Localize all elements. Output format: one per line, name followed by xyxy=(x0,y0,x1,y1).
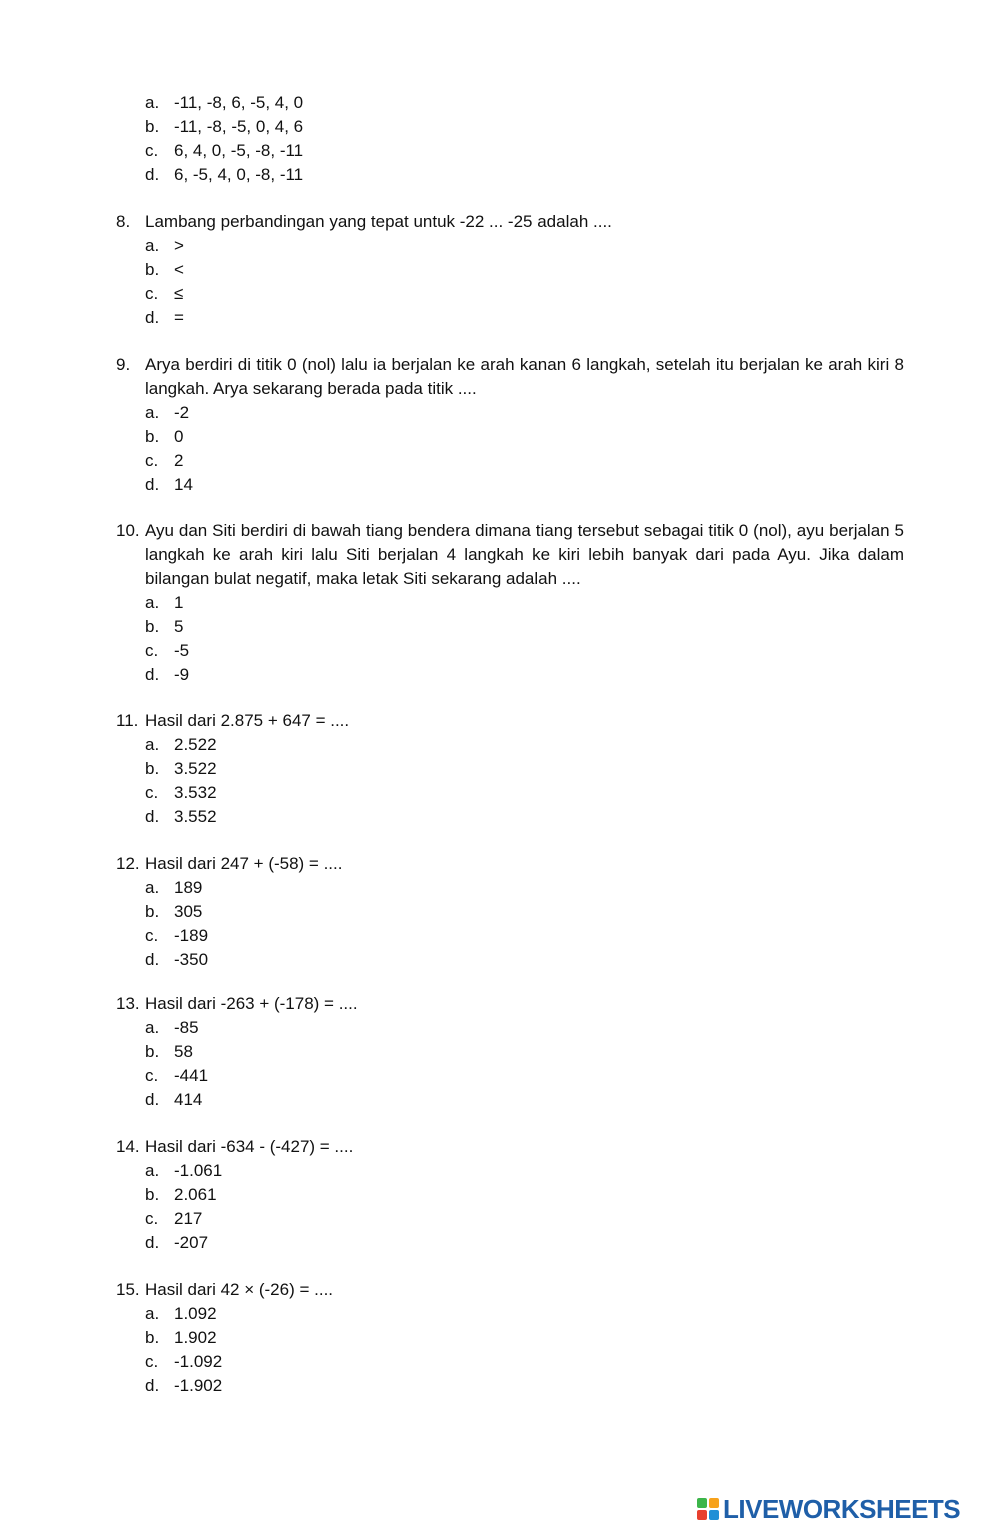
option-7d[interactable] xyxy=(145,163,904,187)
option-letter: c. xyxy=(145,1066,159,1085)
option-text: 217 xyxy=(174,1209,203,1228)
logo-square-blue xyxy=(709,1510,719,1520)
question-12 xyxy=(116,852,904,972)
option-letter: d. xyxy=(145,308,160,327)
option-text: > xyxy=(174,236,184,255)
logo-squares-icon xyxy=(697,1498,719,1520)
option-letter: b. xyxy=(145,1185,160,1204)
option-letter: a. xyxy=(145,735,160,754)
option-text: -441 xyxy=(174,1066,209,1085)
option-letter: b. xyxy=(145,902,160,921)
option-letter: a. xyxy=(145,236,160,255)
option-14c[interactable] xyxy=(145,1207,904,1231)
option-letter: c. xyxy=(145,783,159,802)
option-text: 5 xyxy=(174,617,184,636)
option-text: 6, 4, 0, -5, -8, -11 xyxy=(174,141,304,160)
option-letter: d. xyxy=(145,1376,160,1395)
option-15d[interactable] xyxy=(145,1374,904,1398)
option-text: -1.092 xyxy=(174,1352,223,1371)
question-9 xyxy=(116,353,904,497)
option-14d[interactable] xyxy=(145,1231,904,1255)
option-letter: a. xyxy=(145,1018,160,1037)
logo-square-orange xyxy=(709,1498,719,1508)
option-text: 58 xyxy=(174,1042,193,1061)
question-number: 11. xyxy=(116,711,139,730)
question-text: Hasil dari -263 + (-178) = .... xyxy=(145,994,358,1013)
option-letter: d. xyxy=(145,1090,160,1109)
option-letter: b. xyxy=(145,617,160,636)
question-text: Ayu dan Siti berdiri di bawah tiang bendera dimana tiang tersebut sebagai titik 0 (nol), ayu berjalan 5 langkah ke arah kiri lalu Siti berjalan 4 langkah ke kiri lebih banyak dari pada Ayu. Jika dalam bilangan bulat negatif, maka letak Siti sekarang adalah .... xyxy=(145,521,904,588)
option-text: 2.061 xyxy=(174,1185,217,1204)
question-number: 12. xyxy=(116,854,140,873)
option-14b[interactable] xyxy=(145,1183,904,1207)
option-8c[interactable] xyxy=(145,282,904,306)
question-15 xyxy=(116,1278,904,1398)
option-text: 189 xyxy=(174,878,203,897)
option-12d[interactable] xyxy=(145,948,904,972)
option-13c[interactable] xyxy=(145,1064,904,1088)
option-15b[interactable] xyxy=(145,1326,904,1350)
question-number: 15. xyxy=(116,1280,140,1299)
question-10 xyxy=(116,519,904,687)
question-text: Arya berdiri di titik 0 (nol) lalu ia berjalan ke arah kanan 6 langkah, setelah itu berjalan ke arah kiri 8 langkah. Arya sekarang berada pada titik .... xyxy=(145,355,904,398)
option-8b[interactable] xyxy=(145,258,904,282)
option-letter: a. xyxy=(145,593,160,612)
option-letter: a. xyxy=(145,1304,160,1323)
question-number: 10. xyxy=(116,521,140,540)
option-15a[interactable] xyxy=(145,1302,904,1326)
option-text: 1.092 xyxy=(174,1304,217,1323)
question-text: Hasil dari 2.875 + 647 = .... xyxy=(145,711,350,730)
liveworksheets-logo xyxy=(697,1495,960,1523)
option-letter: d. xyxy=(145,807,160,826)
question-13 xyxy=(116,992,904,1112)
option-10c[interactable] xyxy=(145,639,904,663)
option-13d[interactable] xyxy=(145,1088,904,1112)
option-letter: b. xyxy=(145,260,160,279)
option-letter: d. xyxy=(145,165,160,184)
option-text: 3.522 xyxy=(174,759,217,778)
option-text: 14 xyxy=(174,475,193,494)
option-11c[interactable] xyxy=(145,781,904,805)
option-7b[interactable] xyxy=(145,115,904,139)
option-text: -9 xyxy=(174,665,190,684)
question-text: Hasil dari 247 + (-58) = .... xyxy=(145,854,343,873)
option-text: ≤ xyxy=(174,284,184,303)
option-12c[interactable] xyxy=(145,924,904,948)
logo-square-red xyxy=(697,1510,707,1520)
option-8a[interactable] xyxy=(145,234,904,258)
option-7a[interactable] xyxy=(145,91,904,115)
option-text: -350 xyxy=(174,950,209,969)
question-text: Lambang perbandingan yang tepat untuk -22 ... -25 adalah .... xyxy=(145,212,612,231)
option-letter: c. xyxy=(145,641,159,660)
question-text: Hasil dari -634 - (-427) = .... xyxy=(145,1137,354,1156)
option-text: 1.902 xyxy=(174,1328,217,1347)
option-text: 414 xyxy=(174,1090,203,1109)
option-text: 2 xyxy=(174,451,184,470)
option-10d[interactable] xyxy=(145,663,904,687)
option-letter: b. xyxy=(145,117,160,136)
option-14a[interactable] xyxy=(145,1159,904,1183)
option-9a[interactable] xyxy=(145,401,904,425)
option-text: 6, -5, 4, 0, -8, -11 xyxy=(174,165,304,184)
logo-square-green xyxy=(697,1498,707,1508)
question-number: 9. xyxy=(116,355,131,374)
option-text: -2 xyxy=(174,403,190,422)
option-11a[interactable] xyxy=(145,733,904,757)
option-text: -85 xyxy=(174,1018,199,1037)
option-letter: c. xyxy=(145,1209,159,1228)
option-text: 0 xyxy=(174,427,184,446)
option-8d[interactable] xyxy=(145,306,904,330)
option-text: = xyxy=(174,308,184,327)
option-9b[interactable] xyxy=(145,425,904,449)
option-letter: d. xyxy=(145,475,160,494)
option-letter: a. xyxy=(145,1161,160,1180)
option-text: 1 xyxy=(174,593,184,612)
question-number: 14. xyxy=(116,1137,140,1156)
question-11 xyxy=(116,709,904,829)
option-7c[interactable] xyxy=(145,139,904,163)
option-letter: c. xyxy=(145,141,159,160)
option-letter: b. xyxy=(145,427,160,446)
question-number: 8. xyxy=(116,212,131,231)
option-text: -1.061 xyxy=(174,1161,223,1180)
option-text: -11, -8, -5, 0, 4, 6 xyxy=(174,117,304,136)
option-text: -5 xyxy=(174,641,190,660)
option-letter: a. xyxy=(145,93,160,112)
option-letter: b. xyxy=(145,1042,160,1061)
option-text: < xyxy=(174,260,184,279)
option-letter: a. xyxy=(145,878,160,897)
option-11d[interactable] xyxy=(145,805,904,829)
option-10a[interactable] xyxy=(145,591,904,615)
option-text: 3.532 xyxy=(174,783,217,802)
option-letter: d. xyxy=(145,950,160,969)
option-letter: b. xyxy=(145,759,160,778)
option-text: -11, -8, 6, -5, 4, 0 xyxy=(174,93,304,112)
option-letter: c. xyxy=(145,451,159,470)
option-letter: a. xyxy=(145,403,160,422)
question-number: 13. xyxy=(116,994,140,1013)
option-9d[interactable] xyxy=(145,473,904,497)
question-7 xyxy=(116,91,904,187)
option-9c[interactable] xyxy=(145,449,904,473)
question-14 xyxy=(116,1135,904,1255)
option-letter: d. xyxy=(145,665,160,684)
option-11b[interactable] xyxy=(145,757,904,781)
option-12a[interactable] xyxy=(145,876,904,900)
option-text: 2.522 xyxy=(174,735,217,754)
question-text: Hasil dari 42 × (-26) = .... xyxy=(145,1280,334,1299)
option-letter: c. xyxy=(145,284,159,303)
option-15c[interactable] xyxy=(145,1350,904,1374)
option-text: -207 xyxy=(174,1233,209,1252)
option-letter: c. xyxy=(145,1352,159,1371)
option-13a[interactable] xyxy=(145,1016,904,1040)
option-text: 305 xyxy=(174,902,203,921)
question-8 xyxy=(116,210,904,330)
option-letter: b. xyxy=(145,1328,160,1347)
option-12b[interactable] xyxy=(145,900,904,924)
option-10b[interactable] xyxy=(145,615,904,639)
logo-text: LIVEWORKSHEETS xyxy=(723,1493,961,1524)
option-text: 3.552 xyxy=(174,807,217,826)
option-13b[interactable] xyxy=(145,1040,904,1064)
option-text: -189 xyxy=(174,926,209,945)
option-letter: c. xyxy=(145,926,159,945)
option-text: -1.902 xyxy=(174,1376,223,1395)
option-letter: d. xyxy=(145,1233,160,1252)
